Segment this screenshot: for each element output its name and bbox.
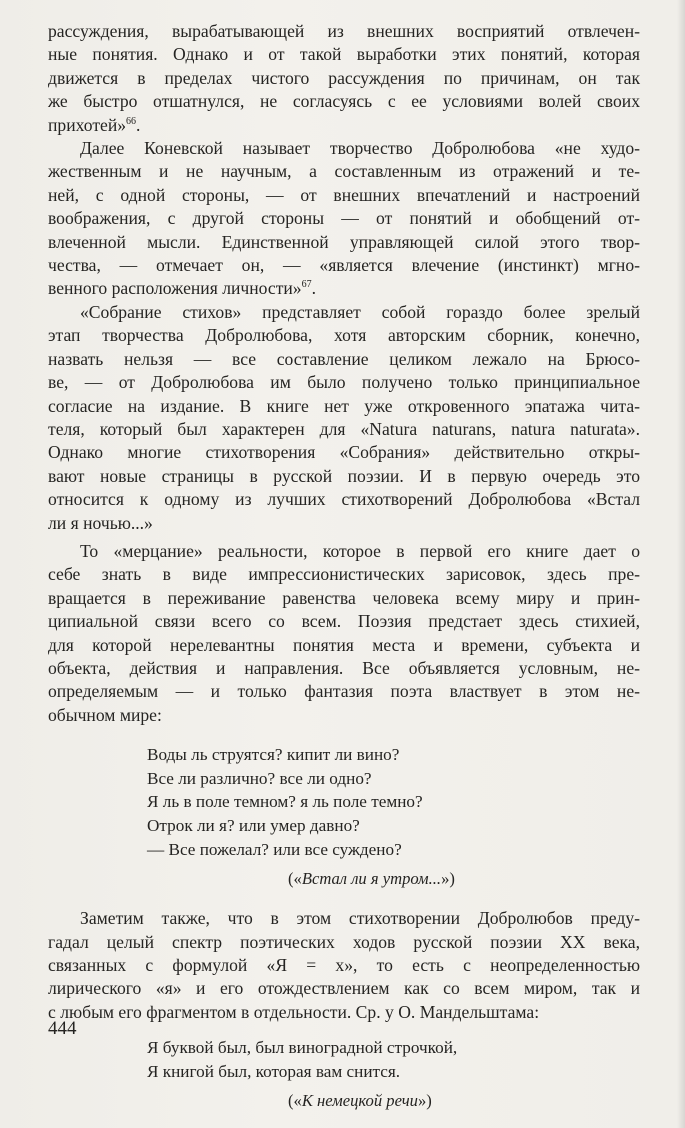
text-line: Далее Коневской называет творчество Добролюбова «не худо- — [80, 138, 640, 159]
text-line: назвать нельзя — все составление целиком лежало на Брюсо- — [48, 348, 640, 369]
page-edge-shadow — [677, 0, 685, 1128]
text-line: же быстро отшатнулся, не согласуясь с ее условиями волей своих — [48, 91, 640, 112]
text-line: гадал целый спектр поэтических ходов русской поэзии XX века, — [48, 931, 640, 952]
poem-line: Все ли различно? все ли одно? — [147, 768, 372, 788]
paragraph-2 — [48, 137, 640, 301]
text-line: ципиальной связи всего со всем. Поэзия предстает здесь стихией, — [48, 611, 640, 632]
poem-line: Я ль в поле темном? я ль поле темно? — [147, 792, 423, 812]
text-line: ные понятия. Однако и от такой выработки этих понятий, которая — [48, 44, 640, 65]
source-bracket: (« — [288, 869, 302, 889]
source-title: К немецкой речи — [301, 1091, 418, 1111]
paragraph-5 — [48, 907, 640, 1024]
text-line: чества, — отмечает он, — «является влечение (инстинкт) мгно- — [48, 255, 640, 276]
poem-excerpt-1 — [147, 743, 640, 861]
text-line: теля, который был характерен для «Natura naturans, natura naturata». — [48, 418, 640, 439]
paragraph-4 — [48, 540, 640, 727]
text-line: согласие на издание. В книге нет уже откровенного эпатажа чита- — [48, 395, 640, 416]
text-line: лирического «я» и его отождествлением как со всем миром, так и — [48, 978, 640, 999]
text-line: влеченной мысли. Единственной управляющей силой этого твор- — [48, 231, 640, 252]
text-line: Заметим также, что в этом стихотворении Добролюбов преду- — [80, 908, 640, 929]
text-line: ве, — от Добролюбова им было получено только принципиальное — [48, 372, 640, 393]
text-line: жественным и не научным, а составленным из отражений и те- — [48, 161, 640, 182]
text-line: с любым его фрагментом в отдельности. Ср. у О. Мандельштама: — [48, 1001, 540, 1022]
text-line: вращается в переживание равенства человека всему миру и прин- — [48, 587, 640, 608]
text-line: для которой нерелевантны понятия места и времени, субъекта и — [48, 634, 640, 655]
text-line: Однако многие стихотворения «Собрания» действительно откры- — [48, 442, 640, 463]
text-line: ней, с одной стороны, — от внешних впечатлений и настроений — [48, 184, 640, 205]
text-line: себе знать в виде импрессионистических зарисовок, здесь пре- — [48, 564, 640, 585]
text-fragment: прихотей» — [48, 114, 127, 135]
poem-source-2 — [288, 1089, 640, 1112]
text-line: относится к одному из лучших стихотворений Добролюбова «Встал — [48, 489, 640, 510]
text-line — [48, 277, 640, 300]
source-title: Встал ли я утром... — [301, 869, 442, 889]
text-line: То «мерцание» реальности, которое в первой его книге дает о — [80, 540, 640, 561]
text-line: обычном мире: — [48, 704, 162, 725]
poem-line: Я буквой был, был виноградной строчкой, — [147, 1038, 458, 1058]
poem-line: — Все пожелал? или все суждено? — [147, 839, 402, 859]
source-bracket: (« — [288, 1091, 302, 1111]
text-line — [48, 114, 640, 137]
text-line: воображения, с другой стороны — от понятий и обобщений от- — [48, 208, 640, 229]
footnote-ref: 67 — [301, 279, 312, 291]
text-line: объекта, действия и направления. Все объявляется условным, не- — [48, 657, 640, 678]
text-fragment: . — [311, 278, 317, 299]
text-fragment: . — [136, 114, 141, 135]
text-line: вают новые страницы в русской поэзии. И в первую очередь это — [48, 465, 640, 486]
text-fragment: венного расположения личности» — [48, 278, 302, 299]
text-line: «Собрание стихов» представляет собой гораздо более зрелый — [80, 301, 640, 322]
poem-source-1 — [288, 867, 640, 890]
source-bracket: ») — [441, 869, 455, 889]
paragraph-1 — [48, 20, 640, 137]
footnote-ref: 66 — [126, 115, 137, 127]
text-line: рассуждения, вырабатывающей из внешних восприятий отвлечен- — [48, 21, 640, 41]
poem-line: Я книгой был, которая вам снится. — [147, 1061, 401, 1081]
paragraph-3 — [48, 301, 640, 535]
text-line: связанных с формулой «Я = х», то есть с неопределенностью — [48, 954, 640, 975]
text-line: ли я ночью...» — [48, 512, 153, 533]
page-number: 444 — [48, 1018, 77, 1039]
poem-line: Отрок ли я? или умер давно? — [147, 815, 360, 835]
text-line: определяемым — и только фантазия поэта властвует в этом не- — [48, 681, 640, 702]
text-line: этап творчества Добролюбова, хотя авторским сборник, конечно, — [48, 325, 640, 346]
poem-line: Воды ль струятся? кипит ли вино? — [147, 745, 400, 765]
page-text — [48, 20, 640, 1112]
poem-excerpt-2 — [147, 1036, 640, 1083]
source-bracket: ») — [417, 1091, 432, 1111]
text-line: движется в пределах чистого рассуждения по причинам, он так — [48, 67, 640, 88]
